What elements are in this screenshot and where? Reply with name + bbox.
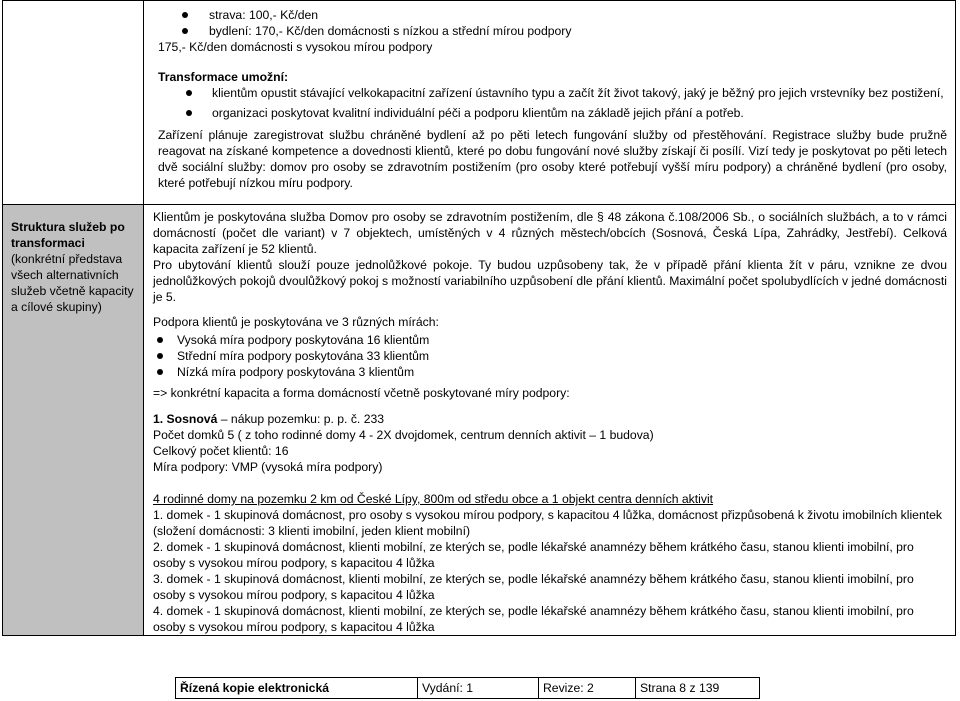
bullet-icon (186, 110, 192, 116)
bullet-icon (157, 369, 163, 375)
site-detail: Celkový počet klientů: 16 (153, 444, 289, 458)
transform-bullet-item: organizaci poskytovat kvalitní individuální péči a podporu klientům na základě jejich přání a potřeb. (182, 105, 947, 121)
bullet-icon (157, 337, 163, 343)
transform-bullet-list (158, 85, 947, 121)
cost-bullet-list (158, 7, 947, 39)
plan-paragraph: Zařízení plánuje zaregistrovat službu chráněné bydlení až po pěti letech fungování služby od přestěhování. Registrace služby bude pružně reagovat na získané kompetence a dovednosti klientů, které po dobu fungování nové služby získají či posílí. Vizí tedy je poskytovat po pěti letech dvě sociální služby: domov pro osoby se zdravotním postižením (pro osoby které potřebují vyšší míru podpory) a chráněné bydlení (pro osoby, které potřebují nízkou míru podpory. (158, 128, 947, 190)
high-support-cost: 175,- Kč/den domácnosti s vysokou mírou podpory (158, 40, 433, 54)
support-level-item: Nízká míra podpory poskytována 3 klientům (153, 364, 947, 380)
capacity-line: => konkrétní kapacita a forma domácností včetně poskytované míry podpory: (153, 386, 570, 400)
support-levels-list (153, 332, 947, 380)
section-label-cell (3, 205, 144, 636)
services-structure-cell (144, 205, 956, 636)
left-empty-cell (3, 1, 144, 205)
site-title: 1. Sosnová – nákup pozemku: p. p. č. 233 (153, 412, 385, 426)
transform-heading: Transformace umožní: (158, 70, 289, 84)
services-cost-cell (144, 1, 956, 205)
house-item: 1. domek - 1 skupinová domácnost, pro osoby s vysokou mírou podpory, s kapacitou 4 lůžka, domácnost přizpůsobená k životu imobilních klientek (složení domácnosti: 3 klienti imobilní, jeden klient mobilní) (153, 508, 942, 538)
bullet-icon (186, 90, 192, 96)
document-table (2, 0, 956, 636)
site-detail: Počet domků 5 ( z toho rodinné domy 4 - 2X dvojdomek, centrum denních aktivit – 1 budova) (153, 428, 654, 442)
cost-bullet-item: strava: 100,- Kč/den (158, 7, 947, 23)
controlled-copy-label: Řízená kopie elektronická (176, 678, 418, 699)
support-level-item: Vysoká míra podpory poskytována 16 klientům (153, 332, 947, 348)
bullet-icon (182, 28, 188, 34)
services-paragraph-1: Klientům je poskytována služba Domov pro osoby se zdravotním postižením, dle § 48 zákona č.108/2006 Sb., o sociálních službách, a to v rámci domácností (počet dle variant) v 7 objektech, umístěných v 4 různých městech/obcích (Sosnová, Česká Lípa, Zahrádky, Jestřebí). Celková kapacita zařízení je 52 klientů. (153, 210, 947, 256)
house-item: 4. domek - 1 skupinová domácnost, klienti mobilní, ze kterých se, podle lékařské anamnézy během krátkého času, stanou klienti imobilní, pro osoby s vysokou mírou podpory, s kapacitou 4 lůžka (153, 604, 914, 634)
issue-number: Vydání: 1 (418, 678, 539, 699)
page-number: Strana 8 z 139 (636, 678, 760, 699)
bullet-icon (182, 12, 188, 18)
section-label-bold: Struktura služeb po transformaci (11, 220, 125, 250)
footer-table (175, 677, 760, 699)
transform-bullet-item: klientům opustit stávající velkokapacitní zařízení ústavního typu a začít žít život takový, jaký je běžný pro jejich vrstevníky bez postižení, (182, 85, 947, 101)
house-item: 3. domek - 1 skupinová domácnost, klienti mobilní, ze kterých se, podle lékařské anamnézy během krátkého času, stanou klienti imobilní, pro osoby s vysokou mírou podpory, s kapacitou 4 lůžka (153, 572, 914, 602)
services-paragraph-2: Pro ubytování klientů slouží pouze jednolůžkové pokoje. Ty budou uzpůsobeny tak, že v případě přání klienta žít v páru, vznikne ze dvou jednolůžkových pokojů dvoulůžkový pokoj s možností variabilního uzpůsobení dle přání klientů. Maximální počet spolubydlících v jedné domácnosti je 5. (153, 258, 947, 304)
support-level-item: Střední míra podpory poskytována 33 klientům (153, 348, 947, 364)
bullet-icon (157, 353, 163, 359)
houses-heading: 4 rodinné domy na pozemku 2 km od České Lípy, 800m od středu obce a 1 objekt centra denních aktivit (153, 492, 714, 506)
house-item: 2. domek - 1 skupinová domácnost, klienti mobilní, ze kterých se, podle lékařské anamnézy během krátkého času, stanou klienti imobilní, pro osoby s vysokou mírou podpory, s kapacitou 4 lůžka (153, 540, 914, 570)
site-detail: Míra podpory: VMP (vysoká míra podpory) (153, 460, 383, 474)
section-label-normal: (konkrétní představa všech alternativních služeb včetně kapacity a cílové skupiny) (11, 252, 134, 314)
revision-number: Revize: 2 (539, 678, 636, 699)
support-intro: Podpora klientů je poskytována ve 3 různých mírách: (153, 315, 439, 329)
cost-bullet-item: bydlení: 170,- Kč/den domácnosti s nízkou a střední mírou podpory (158, 23, 947, 39)
